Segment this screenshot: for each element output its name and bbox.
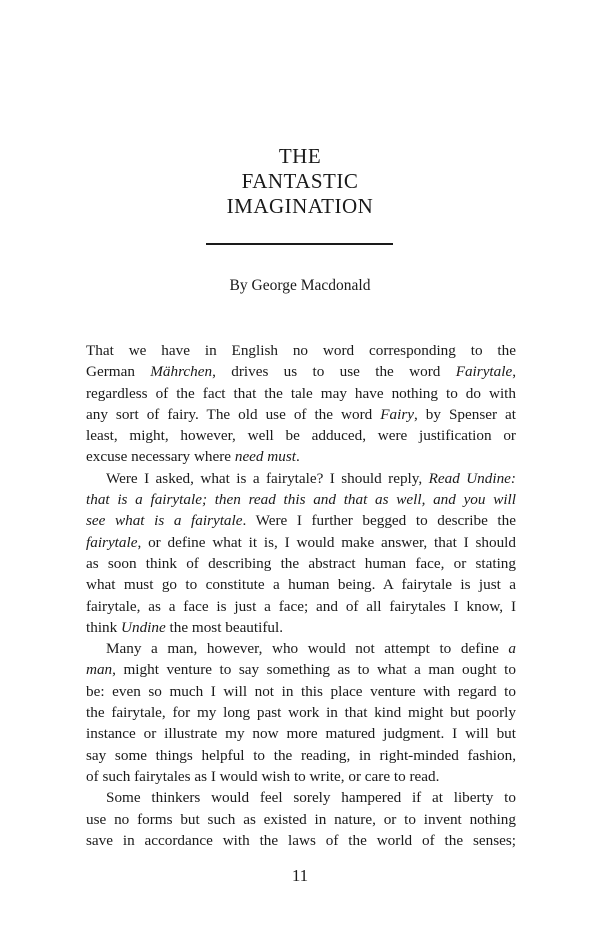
text-run: , or define what it is, I would make answer, that I should — [137, 533, 516, 551]
chapter-title — [0, 144, 600, 219]
text-line — [86, 489, 516, 510]
text-run: least, might, however, well be adduced, were justification or — [86, 427, 516, 445]
text-line — [86, 532, 516, 553]
text-run: be: even so much I will not in this place venture with regard to — [86, 682, 516, 700]
author-byline: By George Macdonald — [229, 277, 371, 294]
text-line — [86, 510, 516, 531]
text-run: Some thinkers would feel sorely hampered if at liberty to — [106, 789, 516, 807]
text-run: use no forms but such as existed in nature, or to invent nothing — [86, 810, 516, 828]
text-line — [86, 787, 516, 808]
title-line-3: IMAGINATION — [226, 194, 374, 218]
text-line — [86, 681, 516, 702]
italic-text-run: need must — [234, 448, 297, 466]
text-line — [86, 553, 516, 574]
paragraph-1 — [86, 340, 516, 468]
text-run: , — [512, 363, 516, 381]
paragraph-2 — [86, 468, 516, 638]
italic-text-run: man — [86, 661, 113, 679]
title-line-1: THE — [278, 144, 322, 168]
text-run: Many a man, however, who would not attempt to define — [106, 640, 509, 658]
italic-text-run: fairytale — [86, 533, 138, 551]
text-run: save in accordance with the laws of the world of the senses; — [86, 831, 516, 849]
text-run: say some things helpful to the reading, in right-minded fashion, — [86, 746, 516, 764]
text-line — [86, 617, 516, 638]
text-run: instance or illustrate my now more matured judgment. I will but — [86, 725, 516, 743]
body-text — [86, 340, 516, 851]
italic-text-run: Fairytale — [455, 363, 513, 381]
text-run: That we have in English no word corresponding to the — [86, 342, 516, 359]
text-line — [86, 638, 516, 659]
page-number: 11 — [291, 866, 309, 885]
text-run: think — [86, 618, 122, 636]
text-line — [86, 340, 516, 361]
text-line — [86, 723, 516, 744]
italic-text-run: Read Undine: — [428, 469, 516, 487]
text-run: of such fairytales as I would wish to write, or care to read. — [86, 767, 440, 785]
text-run: , by Spenser at — [413, 405, 517, 423]
title-line-2: FANTASTIC — [241, 169, 359, 193]
italic-text-run: Undine — [121, 618, 166, 636]
text-run: German — [86, 363, 151, 381]
text-run: the most beautiful. — [165, 618, 284, 636]
text-run: . Were I further begged to describe the — [242, 512, 516, 530]
text-run: . — [296, 448, 300, 466]
text-line — [86, 809, 516, 830]
text-run: , drives us to use the word — [212, 363, 456, 381]
text-run: regardless of the fact that the tale may have nothing to do with — [86, 384, 516, 402]
text-line — [86, 830, 516, 851]
text-run: as soon think of describing the abstract human face, or stating — [86, 554, 516, 572]
text-run: fairytale, as a face is just a face; and of all fairytales I know, I — [86, 597, 516, 615]
text-line — [86, 596, 516, 617]
text-run: Were I asked, what is a fairytale? I should reply, — [106, 469, 429, 487]
text-line — [86, 745, 516, 766]
italic-text-run: see what is a fairytale — [86, 512, 243, 530]
text-line — [86, 468, 516, 489]
text-run: the fairytale, for my long past work in that kind might but poorly — [86, 704, 516, 722]
title-rule — [206, 243, 393, 245]
text-line — [86, 383, 516, 404]
text-line — [86, 446, 516, 467]
text-line — [86, 766, 516, 787]
paragraph-3 — [86, 638, 516, 787]
italic-text-run: Fairy — [380, 405, 414, 423]
text-run: what must go to constitute a human being. A fairytale is just a — [86, 576, 516, 594]
text-line — [86, 425, 516, 446]
paragraph-4 — [86, 787, 516, 851]
text-line — [86, 361, 516, 382]
text-run: , might venture to say something as to what a man ought to — [112, 661, 516, 679]
text-run: excuse necessary where — [86, 448, 235, 466]
text-line — [86, 702, 516, 723]
italic-text-run: that is a fairytale; then read this and that as well, and you will — [86, 491, 516, 509]
text-line — [86, 404, 516, 425]
text-line — [86, 574, 516, 595]
italic-text-run: Mährchen — [150, 363, 213, 381]
text-line — [86, 659, 516, 680]
text-run: any sort of fairy. The old use of the word — [86, 405, 381, 423]
italic-text-run: a — [508, 640, 516, 658]
